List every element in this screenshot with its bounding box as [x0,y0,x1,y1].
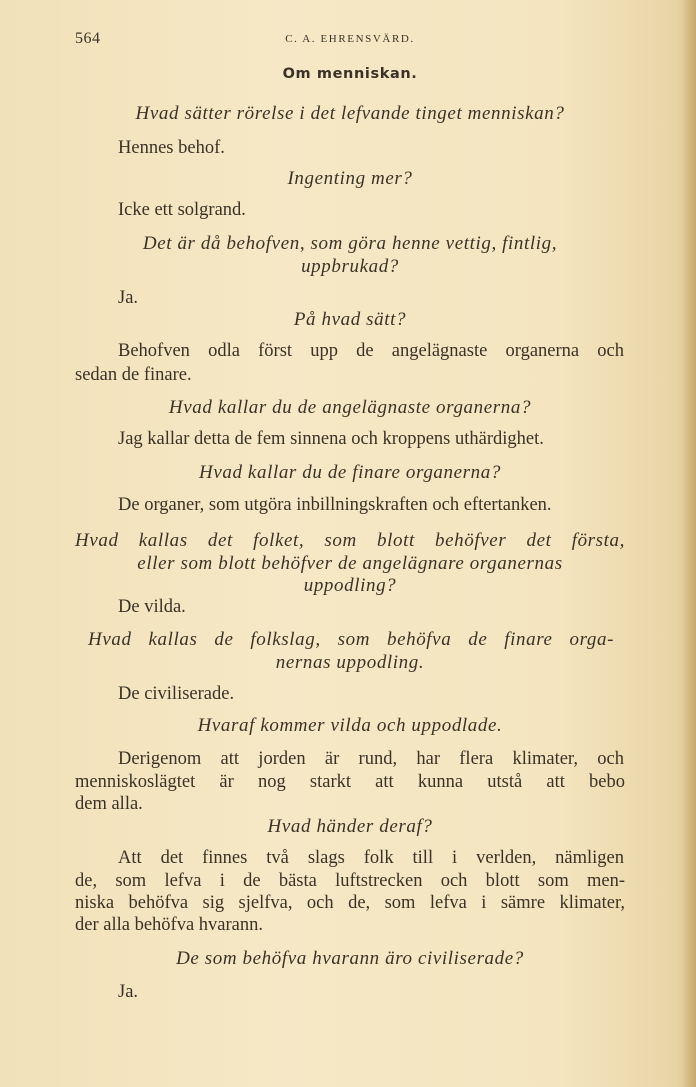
question-line: Hvad händer deraf? [267,816,433,837]
question-line: eller som blott behöfver de angelägnare organernas [137,553,563,574]
running-head: C. A. EHRENSVÄRD. [285,33,415,45]
answer-line: niska behöfva sig sjelfva, och de, som lefva i sämre klimater, [75,893,625,913]
answer-line: Icke ett solgrand. [118,200,246,220]
question-line: De som behöfva hvarann äro civiliserade? [176,948,524,969]
page-number: 564 [75,30,101,47]
question-line: uppodling? [303,575,397,596]
question-line: Hvad kallar du de angelägnaste organerna? [168,397,532,418]
answer-line: Behofven odla först upp de angelägnaste organerna och [118,341,624,361]
page-edge-shadow [682,0,696,1087]
answer-line: sedan de finare. [75,365,192,385]
answer-line: dem alla. [75,794,143,814]
answer-line: menniskoslägtet är nog starkt att kunna utstå att bebo [75,772,625,792]
page-header [75,30,625,52]
question-line: Ingenting mer? [287,168,413,189]
answer-line: De civiliserade. [118,684,235,704]
question-line: Hvad kallar du de finare organerna? [199,462,501,483]
section-title: Om menniskan. [282,66,418,82]
question-line: uppbrukad? [301,256,399,277]
question-line: Hvaraf kommer vilda och uppodlade. [197,715,503,736]
question-line: Det är då behofven, som göra henne vettig, fintlig, [142,233,558,254]
question-line: Hvad kallas det folket, som blott behöfver det första, [75,530,625,551]
answer-line: Ja. [118,288,139,308]
answer-line: Derigenom att jorden är rund, har flera klimater, och [118,749,624,769]
answer-line: Ja. [118,982,139,1002]
question-line: På hvad sätt? [293,309,407,330]
answer-line: Hennes behof. [118,138,225,158]
answer-line: Att det finnes två slags folk till i verlden, nämligen [118,848,624,868]
question-line: Hvad sätter rörelse i det lefvande tinget menniskan? [135,103,565,124]
answer-line: De vilda. [118,597,186,617]
question-line: Hvad kallas de folkslag, som behöfva de finare orga- [88,629,614,650]
answer-line: de, som lefva i de bästa luftstrecken och blott som men- [75,871,625,891]
answer-line: De organer, som utgöra inbillningskraften och eftertanken. [118,495,552,515]
answer-line: der alla behöfva hvarann. [75,915,263,935]
answer-line: Jag kallar detta de fem sinnena och kroppens uthärdighet. [118,429,544,449]
question-line: nernas uppodling. [275,652,425,673]
